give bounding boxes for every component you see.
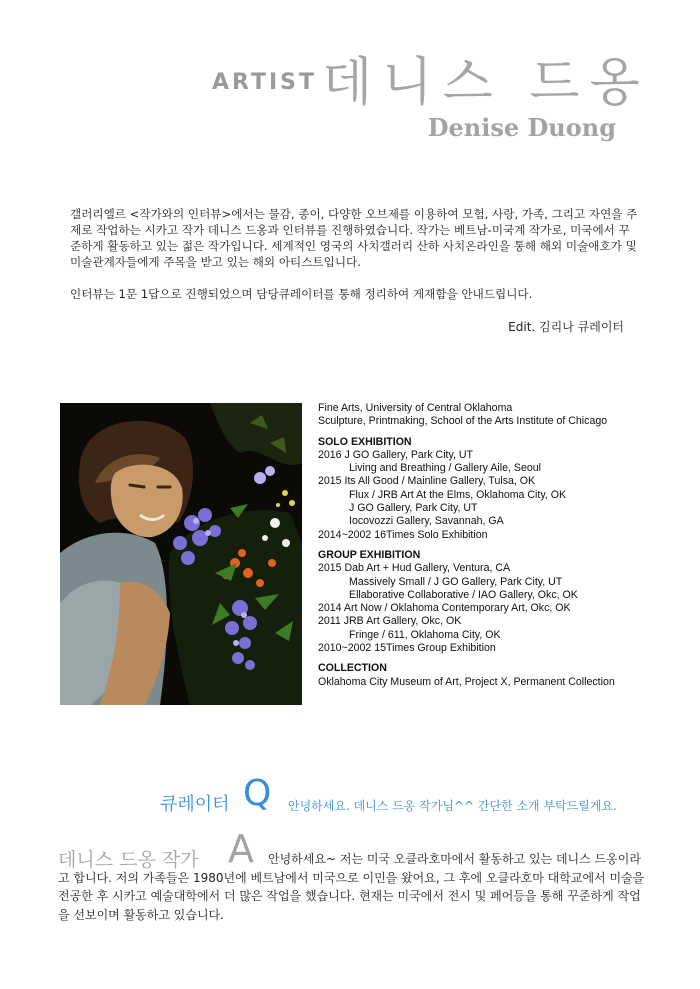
group-exhibition-item: 2010~2002 15Times Group Exhibition: [318, 642, 496, 655]
solo-exhibition-item: 2015 Its All Good / Mainline Gallery, Tulsa, OK: [318, 475, 536, 488]
group-exhibition-item: 2014 Art Now / Oklahoma Contemporary Art, Okc, OK: [318, 602, 571, 615]
artist-name-korean: 데니스 드옹: [322, 53, 650, 113]
intro-paragraph-1: 갤러리엘르 <작가와의 인터뷰>에서는 물감, 종이, 다양한 오브제를 이용하여 모험, 사랑, 가족, 그리고 자연을 주제로 작업하는 시카고 작가 데니스 드옹과 인터뷰를 진행하였습니다. 작가는 베트남-미국계 작가로, 미국에서 꾸준하게 활동하고 있는 젊은 작가입니다. 세계적인 영국의 사치갤러리 산하 사치온라인을 통해 해외 미술애호가 및 미술관계자들에게 주목을 받고 있는 해외 아티스트입니다.: [70, 207, 638, 269]
solo-exhibition-item: J GO Gallery, Park City, UT: [349, 502, 478, 515]
question-text: 안녕하세요. 데니스 드옹 작가님^^ 간단한 소개 부탁드릴게요.: [288, 799, 617, 813]
group-exhibition-item: Ellaborative Collaborative / IAO Gallery, Okc, OK: [349, 588, 578, 601]
question-letter: Q: [243, 773, 272, 814]
collection-item: Oklahoma City Museum of Art, Project X, Permanent Collection: [318, 675, 615, 688]
group-exhibition-heading: GROUP EXHIBITION: [318, 548, 421, 561]
collection-heading: COLLECTION: [318, 662, 387, 675]
solo-exhibition-heading: SOLO EXHIBITION: [318, 435, 412, 448]
education-line-1: Fine Arts, University of Central Oklahoma: [318, 402, 513, 414]
question-speaker: 큐레이터: [160, 794, 230, 815]
education-line-2: Sculpture, Printmaking, School of the Arts Institute of Chicago: [318, 415, 608, 428]
artist-photo-illustration: [60, 403, 302, 705]
editor-credit: Edit. 김리나 큐레이터: [508, 320, 624, 334]
solo-exhibition-item: 2014~2002 16Times Solo Exhibition: [318, 528, 488, 541]
intro-text: [70, 206, 640, 302]
group-exhibition-item: 2011 JRB Art Gallery, Okc, OK: [318, 615, 462, 628]
artist-label: ARTIST: [212, 70, 318, 95]
answer-text: 안녕하세요~ 저는 미국 오클라호마에서 활동하고 있는 데니스 드옹이라고 합니다. 저의 가족들은 1980년에 베트남에서 미국으로 이민을 왔어요, 그 후에 오클라호마 대학교에서 미술을 전공한 후 시카고 예술대학에서 더 많은 작업을 했습니다. 현재는 미국에서 전시 및 페어등을 통해 꾸준하게 작업을 선보이며 활동하고 있습니다.: [58, 852, 645, 922]
artist-photo: [60, 403, 302, 705]
intro-paragraph-2: 인터뷰는 1문 1답으로 진행되었으며 담당큐레이터를 통해 정리하여 게재함을 안내드립니다.: [70, 287, 533, 301]
solo-exhibition-item: Flux / JRB Art At the Elms, Oklahoma City, OK: [349, 488, 567, 501]
artist-name-english: Denise Duong: [427, 113, 616, 142]
solo-exhibition-item: Living and Breathing / Gallery Aile, Seoul: [349, 462, 541, 475]
answer-block: [58, 850, 652, 924]
answer-speaker: 데니스 드옹 작가: [58, 849, 199, 871]
artist-bio: [318, 402, 668, 689]
solo-exhibition-item: Iocovozzi Gallery, Savannah, GA: [349, 515, 504, 528]
group-exhibition-item: Fringe / 611, Oklahoma City, OK: [349, 628, 501, 641]
group-exhibition-item: 2015 Dab Art + Hud Gallery, Ventura, CA: [318, 562, 511, 575]
group-exhibition-item: Massively Small / J GO Gallery, Park City, UT: [349, 575, 563, 588]
answer-letter: A: [228, 827, 254, 871]
solo-exhibition-item: 2016 J GO Gallery, Park City, UT: [318, 448, 474, 461]
